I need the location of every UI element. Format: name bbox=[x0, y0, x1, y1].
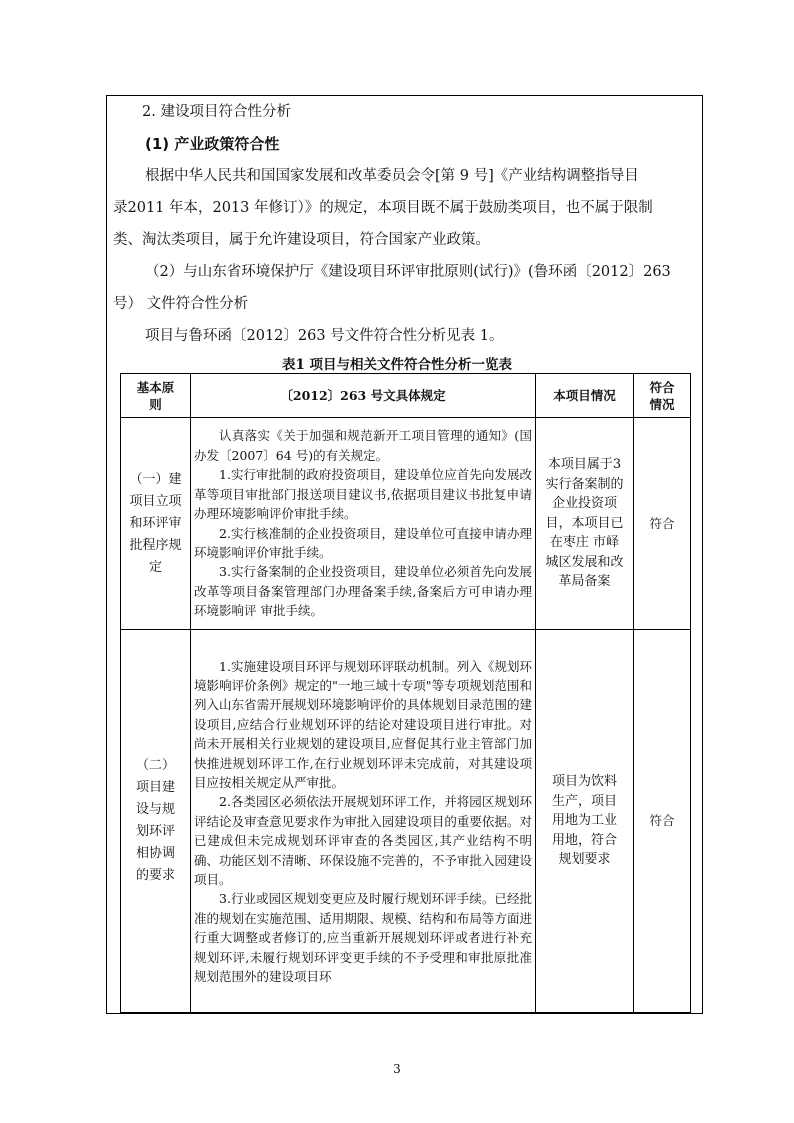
page-number: 3 bbox=[393, 1062, 401, 1076]
paragraph-line: 根据中华人民共和国国家发展和改革委员会令[第 9 号]《产业结构调整指导目 bbox=[145, 168, 639, 184]
section-heading: 2. 建设项目符合性分析 bbox=[142, 104, 291, 120]
conformity-table bbox=[120, 373, 691, 1013]
paragraph-line: 录2011 年本，2013 年修订）》的规定，本项目既不属于鼓励类项目，也不属于限制 bbox=[113, 200, 653, 216]
rules-cell bbox=[191, 630, 536, 1013]
paragraph-line: 号） 文件符合性分析 bbox=[113, 296, 249, 312]
header-cell: 本项目情况 bbox=[536, 374, 634, 418]
header-cell: 基本原则 bbox=[121, 374, 191, 418]
subheading-industrial-policy: (1) 产业政策符合性 bbox=[145, 135, 280, 153]
rule-text: 1.实行审批制的政府投资项目，建设单位应首先向发展改革等项目审批部门报送项目建议书,依据项目建议书批复申请办理环境影响评价审批手续。 bbox=[194, 467, 532, 522]
table-row bbox=[121, 630, 691, 1013]
rules-cell bbox=[191, 418, 536, 630]
table-row bbox=[121, 418, 691, 630]
table-caption: 表1 项目与相关文件符合性分析一览表 bbox=[281, 357, 513, 373]
conform-cell: 符合 bbox=[634, 418, 691, 630]
conform-cell: 符合 bbox=[634, 630, 691, 1013]
status-cell: 项目为饮料生产，项目用地为工业用地，符合规划要求 bbox=[536, 630, 634, 1013]
rule-text: 1.实施建设项目环评与规划环评联动机制。列入《规划环境影响评价条例》规定的"一地三域十专项"等专项规划范围和列入山东省需开展规划环境影响评价的具体规划目录范围的建设项目,应结合行业规划环评的结论对建设项目进行审批。对尚未开展相关行业规划的建设项目,应督促其行业主管部门加快推进规划环评工作,在行业规划环评未完成前，对其建设项目应按相关规定从严审批。 bbox=[194, 658, 532, 790]
principle-cell: （二）项目建设与规划环评相协调的要求 bbox=[121, 630, 191, 1013]
rule-text: 2.实行核准制的企业投资项目，建设单位可直接申请办理环境影响评价审批手续。 bbox=[194, 525, 532, 560]
paragraph-line: （2）与山东省环境保护厅《建设项目环评审批原则(试行)》(鲁环函〔2012〕263 bbox=[145, 264, 671, 280]
status-cell: 本项目属于3实行备案制的企业投资项目，本项目已在枣庄 市峄城区发展和改革局备案 bbox=[536, 418, 634, 630]
rule-text: 3.行业或园区规划变更应及时履行规划环评手续。已经批准的规划在实施范围、适用期限、规模、结构和布局等方面进行重大调整或者修订的,应当重新开展规划环评或者进行补充规划环评,未履行规划环评变更手续的不予受理和审批原批准规划范围外的建设项目环 bbox=[194, 891, 532, 985]
paragraph-line: 项目与鲁环函〔2012〕263 号文件符合性分析见表 1。 bbox=[145, 328, 504, 344]
rule-text: 3.实行备案制的企业投资项目，建设单位必须首先向发展改革等项目备案管理部门办理备案手续,备案后方可申请办理环境影响评 审批手续。 bbox=[194, 564, 532, 619]
rule-text: 2.各类园区必须依法开展规划环评工作，并将园区规划环评结论及审查意见要求作为审批入园建设项目的重要依据。对已建成但未完成规划环评审查的各类园区,其产业结构不明确、功能区划不清晰、环保设施不完善的，不予审批入园建设项目。 bbox=[194, 794, 532, 888]
principle-cell: （一）建 项目立项和环评审批程序规定 bbox=[121, 418, 191, 630]
paragraph-line: 类、淘汰类项目，属于允许建设项目，符合国家产业政策。 bbox=[113, 232, 490, 248]
table-header-row bbox=[121, 374, 691, 418]
header-cell: 符合情况 bbox=[634, 374, 691, 418]
rule-text: 认真落实《关于加强和规范新开工项目管理的通知》(国办发〔2007〕64 号)的有关规定。 bbox=[194, 428, 532, 463]
header-cell: 〔2012〕263 号文具体规定 bbox=[191, 374, 536, 418]
